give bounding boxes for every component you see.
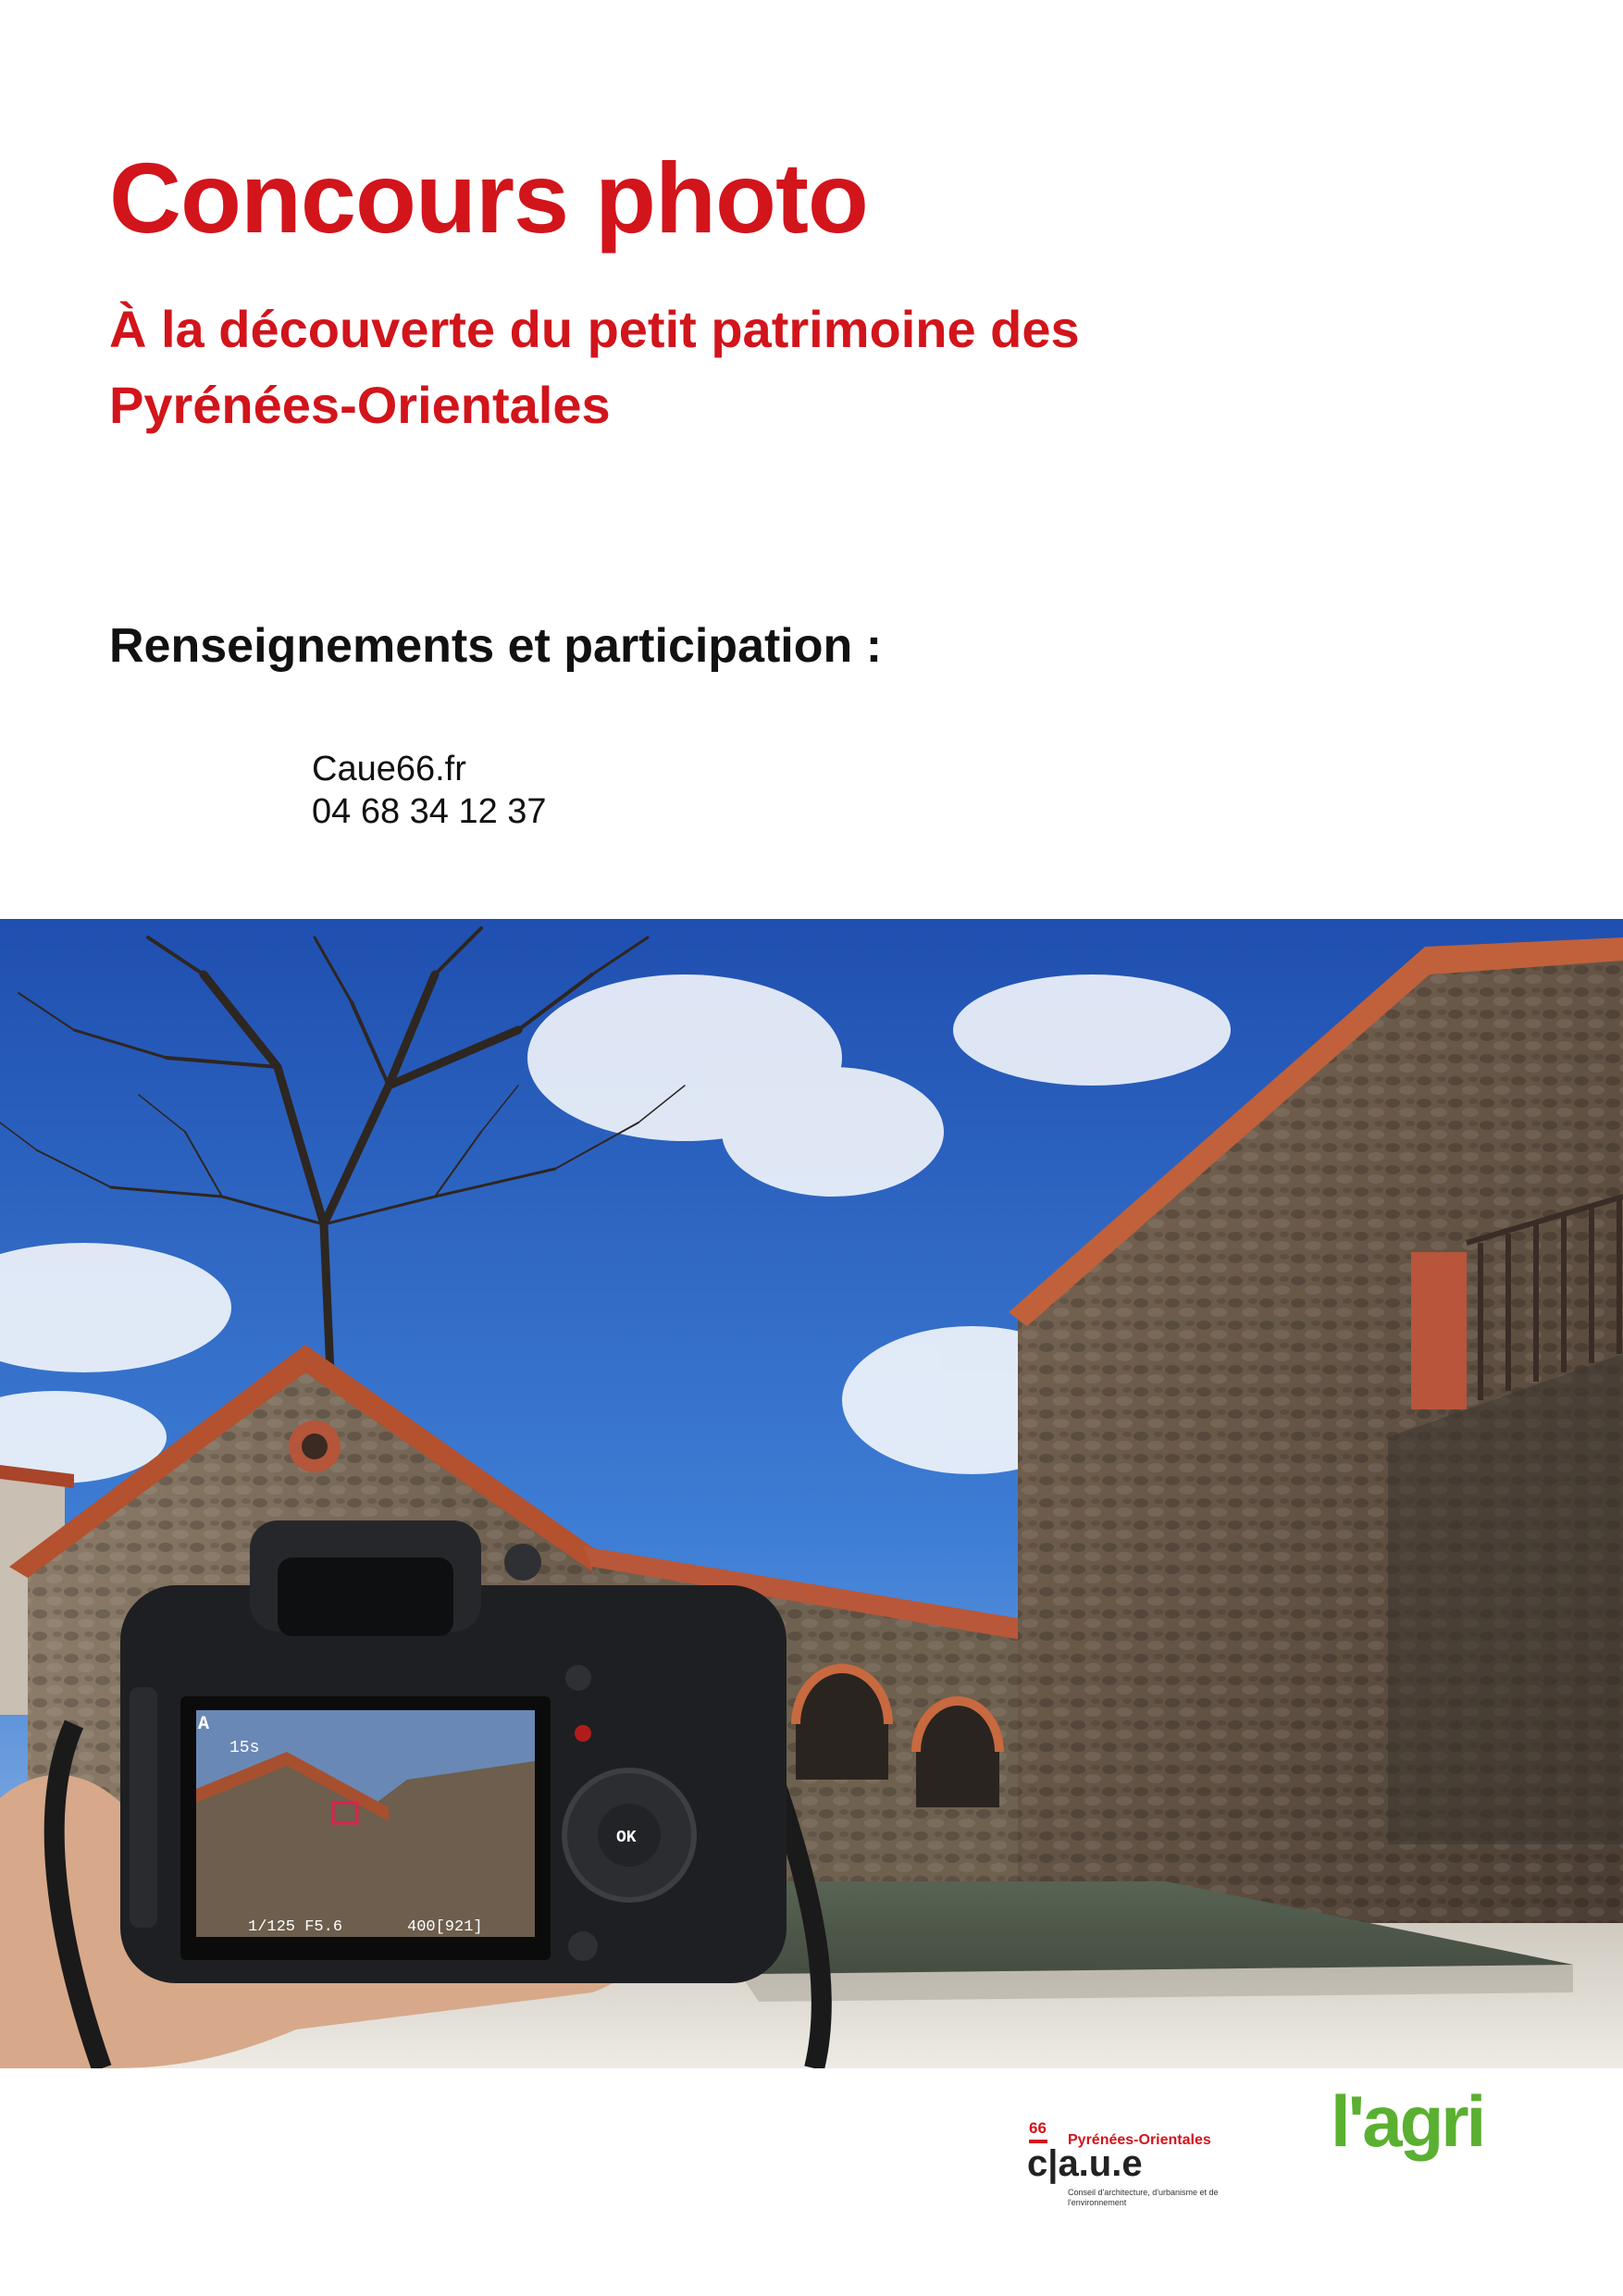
subtitle-line-2: Pyrénées-Orientales (109, 376, 611, 434)
camera-shots: 400[921] (407, 1918, 483, 1936)
record-button[interactable] (575, 1725, 591, 1742)
caue-region: Pyrénées-Orientales (1068, 2132, 1211, 2148)
subtitle-line-1: À la découverte du petit patrimoine des (109, 300, 1080, 358)
camera (120, 1520, 787, 1983)
contact-block (312, 748, 547, 833)
camera-mode: A (198, 1714, 210, 1735)
caue-number: 66 (1029, 2119, 1047, 2137)
agri-logo[interactable]: l'agri (1331, 2080, 1484, 2162)
caue-wordmark: c|a.u.e (1027, 2143, 1143, 2184)
hero-photo (0, 919, 1623, 2068)
info-heading: Renseignements et participation : (109, 619, 883, 673)
ae-lock-button[interactable] (504, 1544, 541, 1581)
camera-exposure: 15s (229, 1739, 260, 1757)
website-link[interactable]: Caue66.fr (312, 750, 466, 788)
caue-tagline: Conseil d'architecture, d'urbanisme et de l'environnement (1068, 2188, 1219, 2207)
trash-button[interactable] (568, 1931, 598, 1961)
poster-subtitle (109, 292, 1405, 443)
poster-title: Concours photo (109, 142, 868, 254)
camera-settings: 1/125 F5.6 (248, 1918, 343, 1936)
ok-label: OK (616, 1829, 637, 1847)
phone-number: 04 68 34 12 37 (312, 792, 547, 831)
caue-logo[interactable] (1027, 2119, 1231, 2212)
lv-button[interactable] (565, 1665, 591, 1691)
